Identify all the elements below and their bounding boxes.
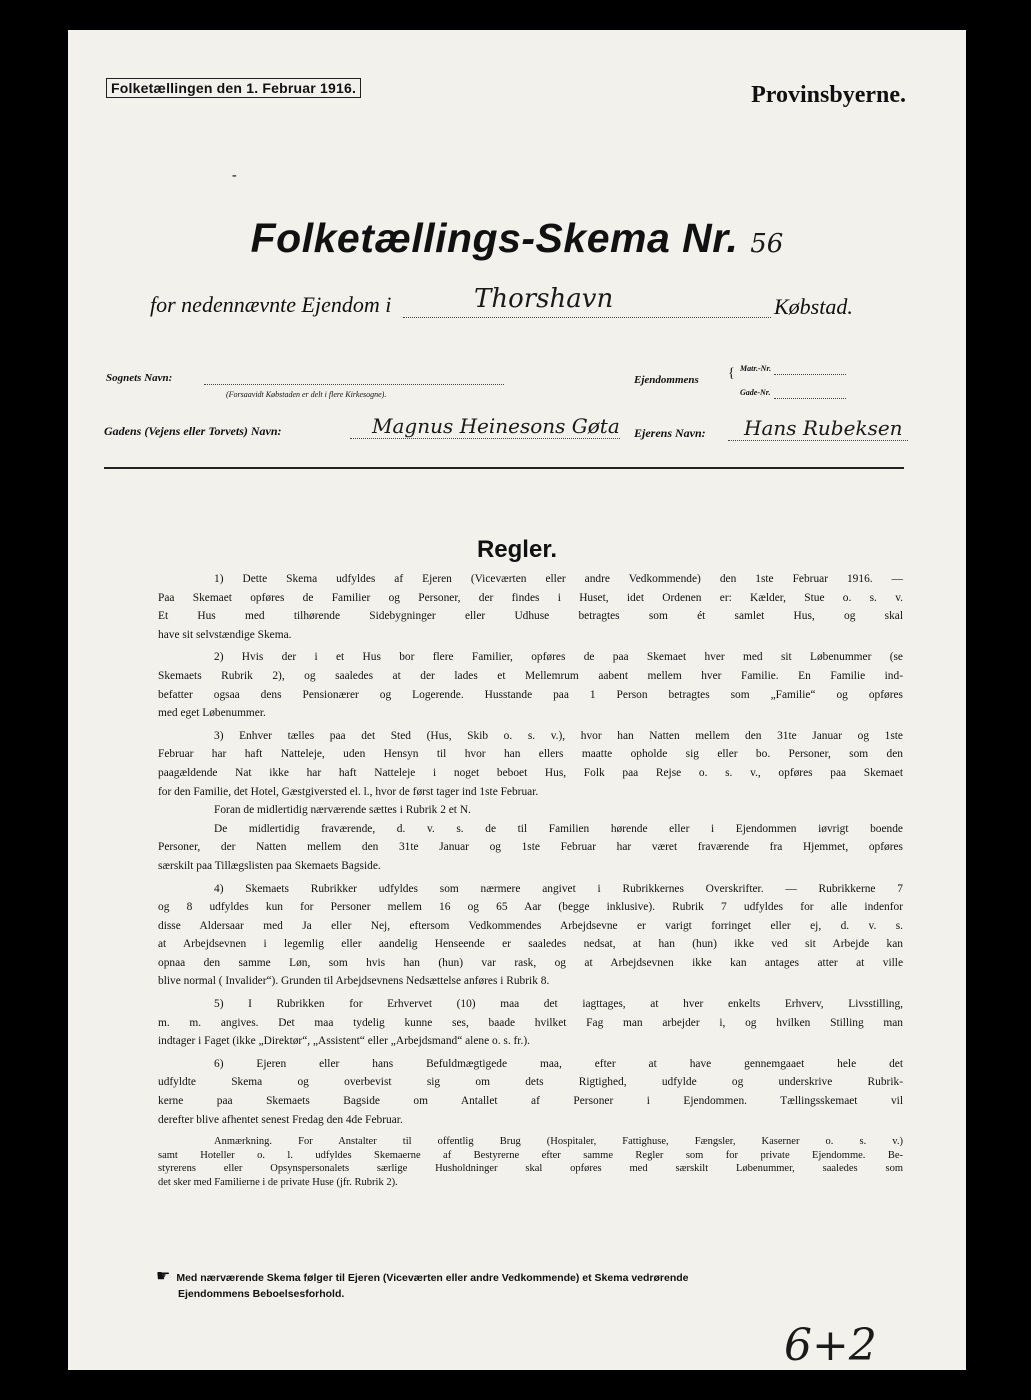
street-label: Gadens (Vejens eller Torvets) Navn: — [104, 424, 282, 438]
parish-line — [204, 384, 504, 385]
footer-line-1 — [156, 1268, 901, 1286]
rule-line: Februar har haft Natteleje, uden Hensyn til hvor han ellers maatte opholde sig eller bo. Personer, som den — [158, 748, 903, 761]
property-label: Ejendommens — [634, 374, 699, 386]
footer-line-2: Ejendommens Beboelsesforhold. — [178, 1288, 345, 1300]
rule-line: at Arbejdsevnen i legemlig eller aandelig Henseende er saaledes nedsat, at han (hun) ikke ved sit Arbejde kan — [158, 938, 903, 951]
owner-line — [728, 440, 908, 441]
matr-line — [774, 374, 846, 375]
town-handwritten: Thorshavn — [474, 284, 614, 314]
rule-line: blive normal ( Invalider“). Grunden til Arbejdsevnens Nedsættelse anføres i Rubrik 8. — [158, 975, 550, 988]
gade-label: Gade-Nr. — [740, 388, 771, 397]
rule-line: Foran de midlertidig nærværende sættes i Rubrik 2 et N. — [214, 804, 471, 817]
rule-line: Personer, der Natten mellem den 31te Januar og 1ste Februar har været fraværende fra Hjemmet, opføres — [158, 841, 903, 854]
parish-label: Sognets Navn: — [106, 372, 173, 384]
property-brace: { — [728, 366, 735, 381]
owner-label: Ejerens Navn: — [634, 426, 706, 440]
census-form-page — [68, 30, 966, 1370]
pointer-hand-icon: ☛ — [156, 1266, 171, 1285]
rule-line: med eget Løbenummer. — [158, 707, 266, 720]
town-line — [403, 317, 771, 318]
rule-line: udfyldte Skema og overbevist sig om dets Rigtighed, udfylde og underskrive Rubrik- — [158, 1076, 903, 1089]
rule-line: Paa Skemaet opføres de Familier og Personer, der findes i Huset, idet Ordenen er: Kælder, Stue o. s. v. — [158, 591, 903, 604]
rule-line: og 8 udfyldes kun for Personer mellem 16 og 65 Aar (begge inklusive). Rubrik 7 udfyldes for alle indenfor — [158, 901, 903, 914]
note-line: det sker med Familierne i de private Huse (jfr. Rubrik 2). — [158, 1177, 398, 1188]
rule-line: Et Hus med tilhørende Sidebygninger eller Udhuse betragtes som ét samlet Hus, og skal — [158, 610, 903, 623]
rule-line: 4) Skemaets Rubrikker udfyldes som nærmere angivet i Rubrikkernes Overskrifter. — Rubrikkerne 7 — [214, 882, 903, 895]
street-line — [350, 438, 620, 439]
rules-body — [158, 570, 903, 1190]
form-title — [68, 215, 966, 262]
matr-label: Matr.-Nr. — [740, 364, 772, 373]
rule-line: have sit selvstændige Skema. — [158, 628, 292, 641]
footer-text-1: Med nærværende Skema følger til Ejeren (Viceværten eller andre Vedkommende) et Skema vedrørende — [176, 1272, 689, 1284]
rule-line: 3) Enhver tælles paa det Sted (Hus, Skib o. s. v.), hvor han Natten mellem den 31te Januar og 1ste — [214, 729, 903, 742]
rule-line: De midlertidig fraværende, d. v. s. de til Familien hørende eller i Ejendommen iøvrigt boende — [214, 822, 903, 835]
subtitle-suffix: Købstad. — [774, 294, 853, 319]
street-value-handwritten: Magnus Heinesons Gøta — [372, 414, 620, 438]
form-number-handwritten: 56 — [750, 229, 784, 259]
note-line: styrerens eller Opsynspersonalets særlige Husholdninger skal opføres med særskilt Løbenummer, saaledes som — [158, 1163, 903, 1175]
gade-line — [774, 398, 846, 399]
note-line: samt Hoteller o. l. udfyldes Skemaerne af Bestyrerne efter samme Regler som for private Ejendomme. Be- — [158, 1149, 903, 1161]
region-label: Provinsbyerne. — [751, 82, 906, 108]
subtitle-prefix: for nedennævnte Ejendom i — [150, 292, 392, 317]
rule-line: 1) Dette Skema udfyldes af Ejeren (Viceværten eller andre Vedkommende) den 1ste Februar 1916. — — [214, 573, 903, 585]
rule-line: 6) Ejeren eller hans Befuldmægtigede maa, efter at have gennemgaaet hele det — [214, 1057, 903, 1070]
rule-line: befatter ogsaa dens Pensionærer og Logerende. Husstande paa 1 Person betragtes som „Familie“ og opføres — [158, 688, 903, 701]
census-date-label: Folketællingen den 1. Februar 1916. — [106, 78, 361, 98]
rule-line: 5) I Rubrikken for Erhvervet (10) maa det iagttages, at hver enkelts Erhverv, Livsstilling, — [214, 998, 903, 1011]
rule-line: opnaa den samme Løn, som hvis han (hun) var rask, og at Arbejdsevnen ikke kan antages atter at ville — [158, 956, 903, 969]
footer-note — [156, 1268, 901, 1302]
rule-line: m. m. angives. Det maa tydelig kunne ses, baade hvilket Fag man arbejder i, og hvilken Stilling man — [158, 1016, 903, 1029]
owner-value-handwritten: Hans Rubeksen — [744, 416, 903, 440]
rule-line: særskilt paa Tillægslisten paa Skemaets Bagside. — [158, 859, 381, 872]
rule-line: kerne paa Skemaets Bagside om Antallet af Personer i Ejendommen. Tællingsskemaet vil — [158, 1095, 903, 1108]
rule-line: Skemaets Rubrik 2), og saaledes at der lades et Mellemrum aabent mellem hver Familie. En Familie ind- — [158, 669, 903, 682]
parish-note: (Forsaavidt Købstaden er delt i flere Kirkesogne). — [226, 390, 387, 399]
rule-line: indtager i Faget (ikke „Direktør“, „Assistent“ eller „Arbejdsmand“ alene o. s. fr.). — [158, 1035, 530, 1048]
rule-line: for den Familie, det Hotel, Gæstgiversted el. l., hvor de først tager ind 1ste Februar. — [158, 785, 539, 798]
note-line: Anmærkning. For Anstalter til offentlig Brug (Hospitaler, Fattighuse, Fængsler, Kaserner o. s. v.) — [214, 1136, 903, 1148]
dash-mark: - — [232, 168, 237, 183]
rule-line: paagældende Nat ikke har haft Natteleje i noget beboet Hus, Folk paa Rejse o. s. v., opføres paa Skemaet — [158, 766, 903, 779]
rule-line: 2) Hvis der i et Hus bor flere Familier, opføres de paa Skemaet hver med sit Løbenummer (se — [214, 651, 903, 664]
page-number-handwritten: 6+2 — [784, 1320, 877, 1371]
section-divider — [104, 467, 904, 469]
rule-line: derefter blive afhentet senest Fredag den 4de Februar. — [158, 1113, 403, 1126]
rule-line: disse Aldersaar med Ja eller Nej, eftersom Vedkommendes Arbejdsevne er varigt forringet eller ej, d. v. s. — [158, 919, 903, 932]
subtitle — [150, 292, 391, 318]
rules-heading: Regler. — [476, 536, 558, 563]
form-title-text: Folketællings-Skema Nr. — [250, 215, 739, 261]
